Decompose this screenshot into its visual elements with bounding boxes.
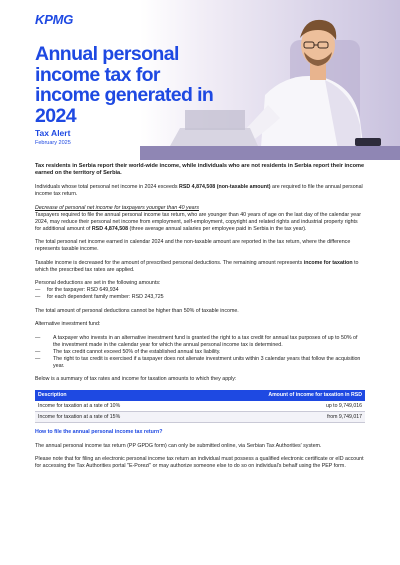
kpmg-logo: KPMG [35,12,74,27]
list-item: — The right to tax credit is exercised if a taxpayer does not alienate investment units within 3 calendar years that follow the acquisition year. [35,356,365,370]
list-item: — for each dependent family member: RSD 243,725 [35,294,365,301]
page-title: Annual personal income tax for income generated in 2024 [35,43,214,127]
hero-banner [0,0,400,160]
table-row [35,401,365,412]
table-header-row [35,390,365,401]
young-taxpayer-heading: Decrease of personal net income for taxpayers younger than 40 years [35,204,200,211]
text-run: Taxpayers required to file the annual personal income tax return, who are younger than 40 years of age on the last day of the calendar year 2024, may reduce their personal net income from employment, self-employment, copyright and related rights and industrial property rights for additional amount of [35,211,361,232]
column-header-amount: Amount of income for taxation in RSD [190,390,365,401]
text-run: are required to file the annual personal income tax return. [35,184,363,198]
how-to-file-heading: How to file the annual personal income tax return? [35,429,163,436]
list-item: — A taxpayer who invests in an alternative investment fund is granted the right to a tax credit for annual tax purposes of up to 50% of the investment made in the calendar year for which the annual personal income tax is determined. [35,335,365,349]
alert-label: Tax Alert [35,128,71,138]
text-run: Taxable income is decreased for the amount of prescribed personal deductions. The remaining amount represents [35,259,304,266]
table-cell: Income for taxation at a rate of 10% [35,401,190,412]
lead-paragraph: Tax residents in Serbia report their world-wide income, while individuals who are not residents in Serbia report their income earned on the territory of Serbia. [35,163,365,177]
list-item: — for the taxpayer: RSD 649,934 [35,287,365,294]
table-intro: Below is a summary of tax rates and income for taxation amounts to which they apply: [35,376,237,383]
young-amount: RSD 4,874,508 [91,225,129,232]
table-cell: Income for taxation at a rate of 15% [35,411,190,422]
net-income-paragraph: The total personal net income earned in calendar 2024 and the non-taxable amount are reported in the tax return, where the difference represents taxable income. [35,239,351,253]
taxable-income-paragraph [35,260,365,274]
deductions-intro: Personal deductions are set in the following amounts: [35,280,161,287]
alt-fund-intro: Alternative investment fund: [35,321,101,328]
table-cell: up to 9,749,016 [190,401,365,412]
how-to-file-paragraph-1: The annual personal income tax return (PP GPDG form) can only be submitted online, via Serbian Tax Authorities' system. [35,442,322,449]
threshold-amount: RSD 4,874,508 (non-taxable amount) [179,184,271,191]
column-header-description: Description [35,390,190,401]
filing-threshold-paragraph [35,184,365,198]
alt-fund-list [35,335,365,370]
text-run: to which the prescribed tax rates are applied. [35,259,359,273]
table-cell: from 9,749,017 [190,411,365,422]
text-run: (three average annual salaries per employee paid in Serbia in the tax year). [128,225,307,232]
table-row [35,411,365,422]
tax-rate-table [35,390,365,423]
deduction-cap-paragraph: The total amount of personal deductions cannot be higher than 50% of taxable income. [35,307,239,314]
deductions-list [35,287,365,301]
list-item: — The tax credit cannot exceed 50% of the established annual tax liability. [35,349,365,356]
article-body [35,163,365,477]
young-taxpayer-paragraph [35,205,365,233]
income-for-taxation-term: income for taxation [303,259,353,266]
alert-date: February 2025 [35,140,71,146]
how-to-file-paragraph-2: Please note that for filing an electronic personal income tax return an individual must possess a qualified electronic certificate or eID account for accessing the Tax Authorities portal "E-Porezi" or may authorize someone else to do so on individual's behalf using the PEP form. [35,456,364,470]
text-run: Individuals whose total personal net income in 2024 exceeds [35,184,179,191]
